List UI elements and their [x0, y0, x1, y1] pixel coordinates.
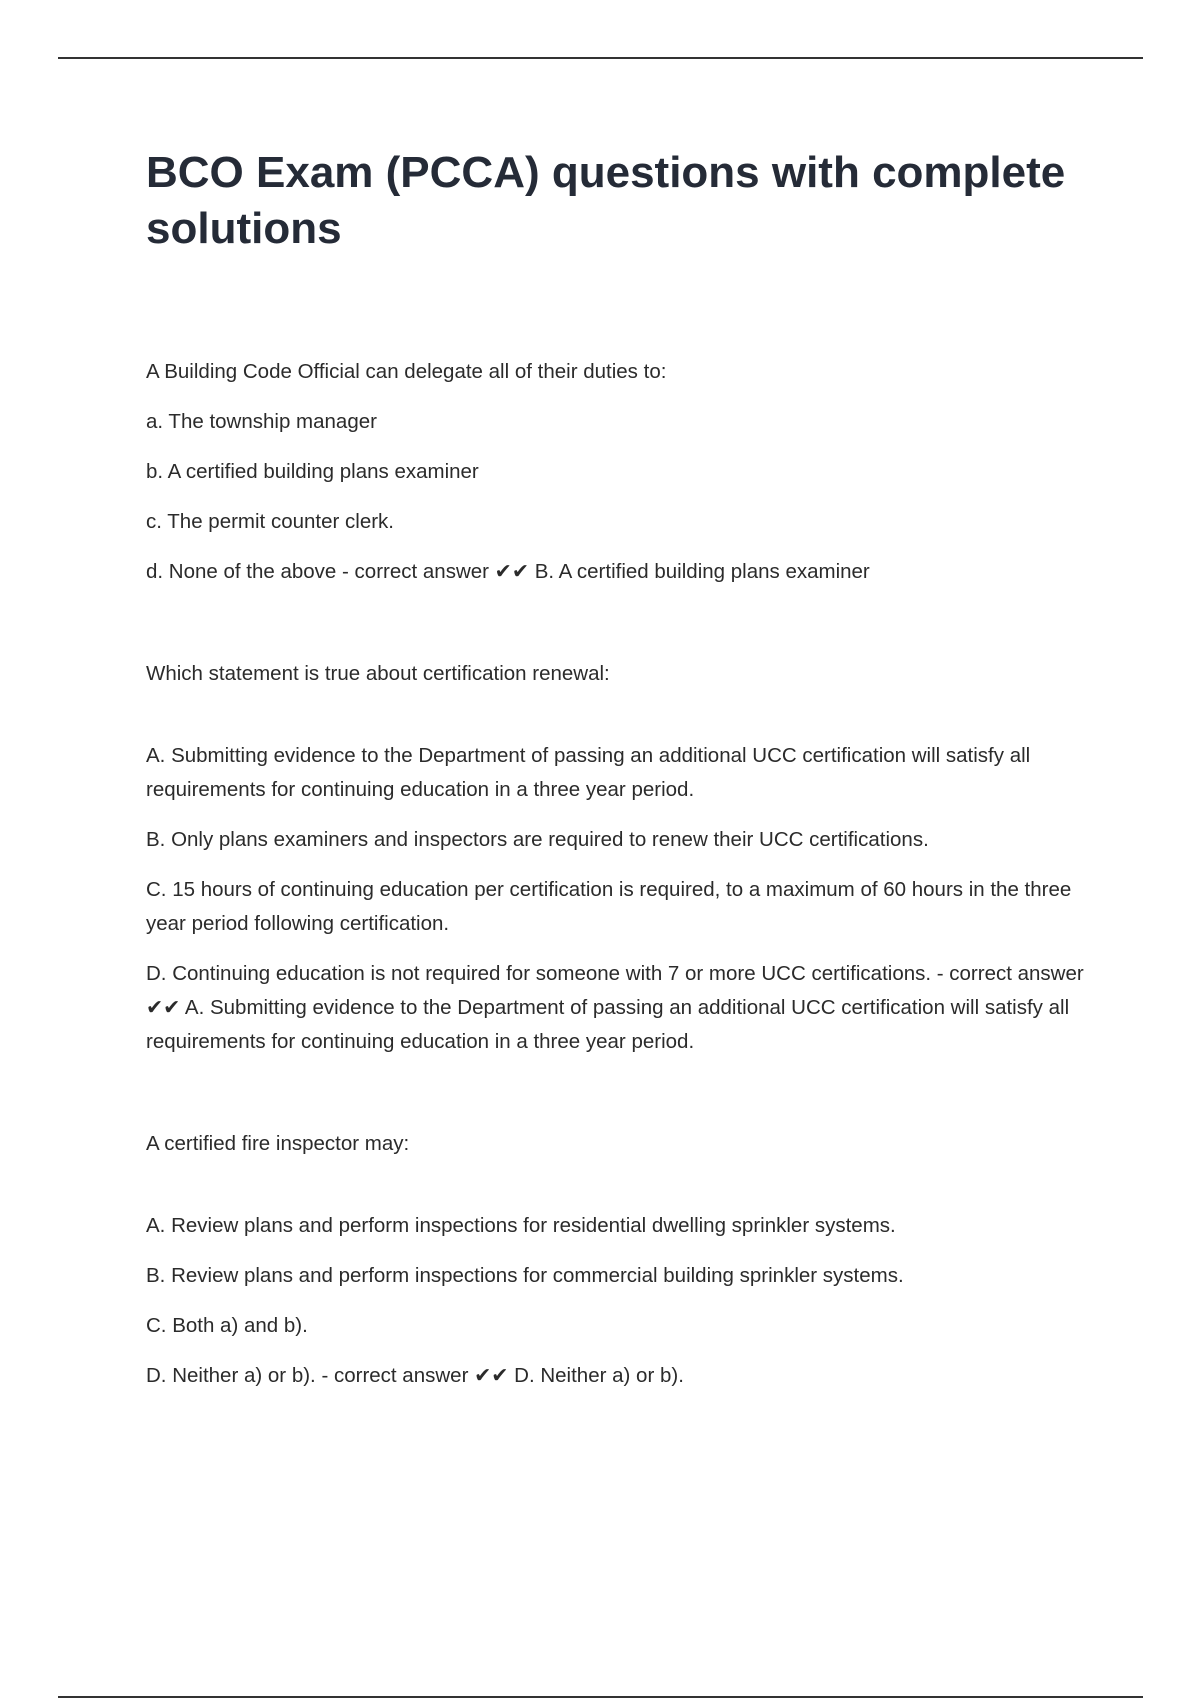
- bottom-rule: [58, 1696, 1143, 1698]
- answer-option-with-solution: D. Neither a) or b). - correct answer ✔✔ D. Neither a) or b).: [146, 1364, 684, 1387]
- answer-option-with-solution: D. Continuing education is not required for someone with 7 or more UCC certifications. - correct answer ✔✔ A. Submitting evidence to the Department of passing an additional UCC certification will satisfy all requirements for continuing education in a three year period.: [146, 962, 1084, 1053]
- question-prompt: Which statement is true about certification renewal:: [146, 662, 610, 685]
- answer-option: B. Review plans and perform inspections for commercial building sprinkler systems.: [146, 1264, 904, 1287]
- document-body: [146, 355, 1086, 1409]
- section-spacer: [146, 1075, 1086, 1127]
- answer-option: a. The township manager: [146, 410, 377, 433]
- question-prompt: A certified fire inspector may:: [146, 1132, 410, 1155]
- prompt-spacer: [146, 707, 1086, 739]
- answer-option: C. 15 hours of continuing education per certification is required, to a maximum of 60 hours in the three year period following certification.: [146, 878, 1072, 935]
- question-prompt: A Building Code Official can delegate all of their duties to:: [146, 360, 667, 383]
- top-rule: [58, 57, 1143, 59]
- answer-option: A. Submitting evidence to the Department of passing an additional UCC certification will satisfy all requirements for continuing education in a three year period.: [146, 744, 1031, 801]
- prompt-spacer: [146, 1177, 1086, 1209]
- answer-option: A. Review plans and perform inspections for residential dwelling sprinkler systems.: [146, 1214, 896, 1237]
- answer-option: B. Only plans examiners and inspectors are required to renew their UCC certifications.: [146, 828, 929, 851]
- answer-option-with-solution: d. None of the above - correct answer ✔✔ B. A certified building plans examiner: [146, 560, 870, 583]
- answer-option: C. Both a) and b).: [146, 1314, 308, 1337]
- question-2: [146, 657, 1086, 1059]
- answer-option: c. The permit counter clerk.: [146, 510, 394, 533]
- question-3: [146, 1127, 1086, 1393]
- question-1: [146, 355, 1086, 589]
- section-spacer: [146, 605, 1086, 657]
- answer-option: b. A certified building plans examiner: [146, 460, 479, 483]
- page-title: BCO Exam (PCCA) questions with complete solutions: [146, 148, 1066, 253]
